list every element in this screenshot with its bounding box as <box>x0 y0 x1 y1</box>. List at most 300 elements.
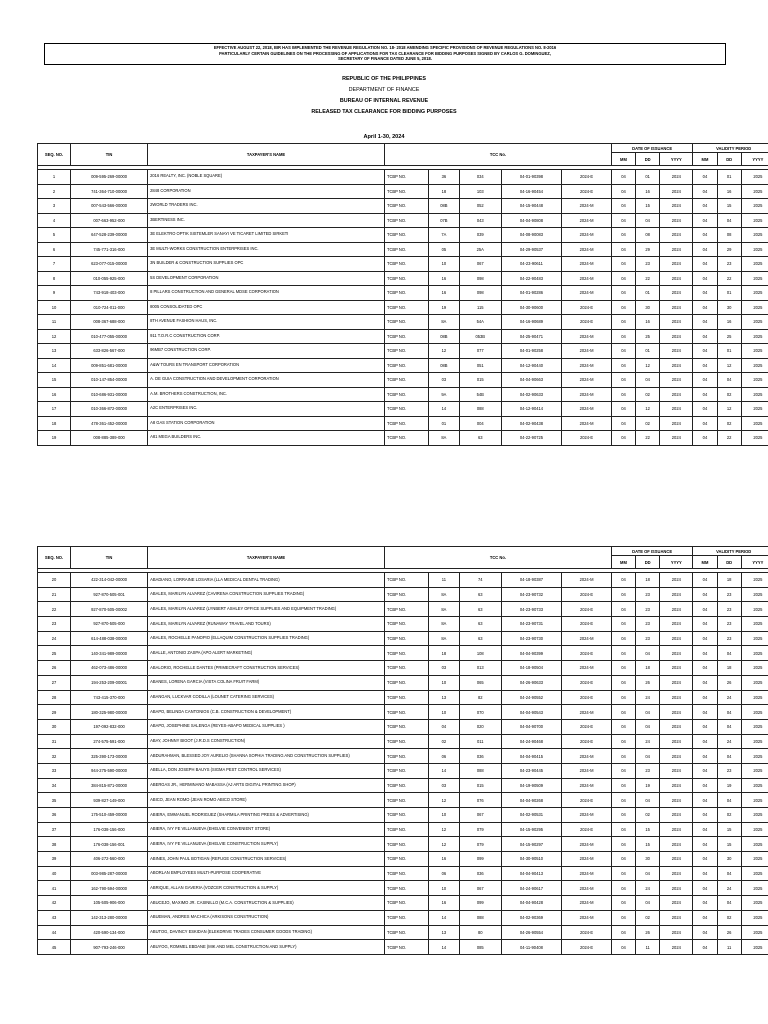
tcc-part-c: 04-16-90454 <box>501 184 562 199</box>
tcc-prefix: TCBP NO. <box>384 286 428 301</box>
tin: 007-663-952-000 <box>71 213 148 228</box>
seq-no: 45 <box>38 940 71 955</box>
valid-month: 04 <box>693 763 717 778</box>
issue-day: 04 <box>636 213 660 228</box>
valid-month: 04 <box>693 749 717 764</box>
taxpayer-name: 911 T.O.R.C CONSTRUCTION CORP. <box>148 329 385 344</box>
taxpayer-name: ABIERA, EMMANUEL RODRIGUEZ (SHARMILA PRINTING PRESS & ADVERTISING) <box>148 808 385 823</box>
tcc-prefix: TCBP NO. <box>384 852 428 867</box>
report-period: April 1-30, 2024 <box>363 134 405 140</box>
issue-month: 04 <box>611 822 635 837</box>
issue-day: 24 <box>636 690 660 705</box>
valid-month: 04 <box>693 402 717 417</box>
taxpayer-name: A2C ENTERPRISES INC. <box>148 402 385 417</box>
valid-day: 24 <box>717 881 741 896</box>
valid-year: 2025 <box>741 587 768 602</box>
tcc-prefix: TCBP NO. <box>384 257 428 272</box>
valid-month: 04 <box>693 896 717 911</box>
issue-month: 04 <box>611 573 635 588</box>
issue-day: 22 <box>636 271 660 286</box>
valid-day: 23 <box>717 602 741 617</box>
tcc-part-d: 2024-M <box>562 778 612 793</box>
taxpayer-name: ABELLA, DON JOSEPH BAUYS (SIGMA PEST CONTROL SERVICES) <box>148 763 385 778</box>
tcc-part-b: 088 <box>459 910 501 925</box>
issue-day: 02 <box>636 808 660 823</box>
tcc-prefix: TCBP NO. <box>384 199 428 214</box>
tcc-part-a: 12 <box>428 822 459 837</box>
tcc-part-b: 63 <box>459 602 501 617</box>
seq-no: 11 <box>38 315 71 330</box>
tin: 010-477-055-00000 <box>71 329 148 344</box>
tcc-part-b: 088 <box>459 763 501 778</box>
table-row <box>38 228 768 243</box>
valid-day: 29 <box>717 242 741 257</box>
issue-month: 04 <box>611 852 635 867</box>
issue-day: 02 <box>636 387 660 402</box>
tcc-part-d: 2024-E <box>562 646 612 661</box>
tcc-part-c: 04-23-90731 <box>501 617 562 632</box>
valid-day: 23 <box>717 587 741 602</box>
tcc-part-a: 12 <box>428 793 459 808</box>
valid-day: 26 <box>717 675 741 690</box>
valid-year: 2025 <box>741 358 768 373</box>
tcc-part-c: 04-04-90700 <box>501 719 562 734</box>
issue-year: 2024 <box>660 315 693 330</box>
tcc-part-a: 36 <box>428 170 459 185</box>
tcc-part-a: 14 <box>428 763 459 778</box>
tin: 927-870-505-001 <box>71 587 148 602</box>
tcc-part-d: 2024-M <box>562 881 612 896</box>
tcc-part-a: 14 <box>428 910 459 925</box>
tcc-part-a: 01 <box>428 416 459 431</box>
valid-year: 2025 <box>741 286 768 301</box>
seq-no: 3 <box>38 199 71 214</box>
tcc-part-d: 2024-M <box>562 866 612 881</box>
table-row <box>38 852 768 867</box>
table-row <box>38 881 768 896</box>
valid-day: 26 <box>717 925 741 940</box>
table-row <box>38 793 768 808</box>
valid-year: 2025 <box>741 808 768 823</box>
valid-month: 04 <box>693 852 717 867</box>
issue-year: 2024 <box>660 866 693 881</box>
valid-month: 04 <box>693 358 717 373</box>
valid-day: 19 <box>717 778 741 793</box>
valid-year: 2025 <box>741 705 768 720</box>
issue-year: 2024 <box>660 837 693 852</box>
seq-no: 1 <box>38 170 71 185</box>
tcc-part-d: 2024-E <box>562 793 612 808</box>
issue-month: 04 <box>611 242 635 257</box>
table-row <box>38 822 768 837</box>
tcc-part-a: 10 <box>428 881 459 896</box>
tcc-prefix: TCBP NO. <box>384 866 428 881</box>
tcc-part-a: 10 <box>428 705 459 720</box>
issue-day: 16 <box>636 315 660 330</box>
issue-day: 04 <box>636 749 660 764</box>
valid-year: 2025 <box>741 793 768 808</box>
tcc-part-d: 2024-E <box>562 719 612 734</box>
tcc-part-a: 06 <box>428 749 459 764</box>
tcc-part-b: 051 <box>459 358 501 373</box>
tcc-part-a: 18 <box>428 184 459 199</box>
issue-day: 26 <box>636 925 660 940</box>
tcc-part-d: 2024-E <box>562 734 612 749</box>
valid-year: 2025 <box>741 170 768 185</box>
valid-day: 11 <box>717 940 741 955</box>
issue-day: 26 <box>636 675 660 690</box>
issue-day: 01 <box>636 170 660 185</box>
issue-month: 04 <box>611 925 635 940</box>
seq-no: 25 <box>38 646 71 661</box>
table-row <box>38 213 768 228</box>
tcc-part-c: 04-02-90531 <box>501 808 562 823</box>
validity-header: VALIDITY PERIOD <box>693 144 768 153</box>
taxpayer-name: ABUYOG, ROMMEL EBDANE (MIK AND MEL CONSTRUCTION AND SUPPLY) <box>148 940 385 955</box>
taxpayer-name: ABALORIO, ROCHELLE DANTES (PRIMECRAFT CONSTRUCTION SERVICES) <box>148 661 385 676</box>
valid-day: 12 <box>717 402 741 417</box>
tcc-part-d: 2024-E <box>562 300 612 315</box>
table-row <box>38 940 768 955</box>
tcc-part-d: 2024-M <box>562 344 612 359</box>
valid-day: 04 <box>717 213 741 228</box>
taxpayer-name: ABIERA, IVY FE VILLANUEVA (EHELVIE CONVENIENT STORE) <box>148 822 385 837</box>
issue-day: 04 <box>636 705 660 720</box>
issue-day: 24 <box>636 881 660 896</box>
seq-no: 18 <box>38 416 71 431</box>
tin: 274-575-591-000 <box>71 734 148 749</box>
tcc-prefix: TCBP NO. <box>384 344 428 359</box>
tin: 010-055-925-000 <box>71 271 148 286</box>
issue-month: 04 <box>611 402 635 417</box>
table-row <box>38 763 768 778</box>
tcc-part-d: 2024-M <box>562 402 612 417</box>
issue-day: 18 <box>636 661 660 676</box>
taxpayer-name: A8 GAS STATION CORPORATION <box>148 416 385 431</box>
valid-day: 30 <box>717 852 741 867</box>
tcc-part-a: 14 <box>428 940 459 955</box>
seq-no: 26 <box>38 661 71 676</box>
tcc-part-d: 2024-M <box>562 749 612 764</box>
valid-year: 2025 <box>741 852 768 867</box>
issue-year: 2024 <box>660 661 693 676</box>
tcc-part-d: 2024-E <box>562 602 612 617</box>
tcc-prefix: TCBP NO. <box>384 617 428 632</box>
valid-year: 2025 <box>741 617 768 632</box>
tcc-part-a: 03 <box>428 661 459 676</box>
taxpayer-name: 96MB7 CONSTRUCTION CORP. <box>148 344 385 359</box>
tcc-part-a: 16 <box>428 852 459 867</box>
valid-month: 04 <box>693 431 717 446</box>
issue-day: 23 <box>636 587 660 602</box>
table-row <box>38 617 768 632</box>
seq-no: 40 <box>38 866 71 881</box>
issuance-header: DATE OF ISSUANCE <box>611 547 692 556</box>
issue-day: 15 <box>636 837 660 852</box>
issue-day: 15 <box>636 822 660 837</box>
tcc-part-b: 108 <box>459 646 501 661</box>
valid-month: 04 <box>693 690 717 705</box>
seq-no: 2 <box>38 184 71 199</box>
tcc-part-c: 04-30-90600 <box>501 300 562 315</box>
valid-day: 12 <box>717 358 741 373</box>
valid-year: 2025 <box>741 822 768 837</box>
tcc-part-b: 63 <box>459 631 501 646</box>
valid-month: 04 <box>693 373 717 388</box>
valid-year: 2025 <box>741 719 768 734</box>
tcc-prefix: TCBP NO. <box>384 896 428 911</box>
tcc-part-c: 04-26-90554 <box>501 925 562 940</box>
tin: 745-771-316-000 <box>71 242 148 257</box>
seq-no: 34 <box>38 778 71 793</box>
issue-year: 2024 <box>660 184 693 199</box>
issue-year: 2024 <box>660 675 693 690</box>
yyyy-header: YYYY <box>660 153 693 166</box>
issue-month: 04 <box>611 257 635 272</box>
tcc-part-b: 067 <box>459 808 501 823</box>
tin: 939-827-149-000 <box>71 793 148 808</box>
issue-year: 2024 <box>660 719 693 734</box>
issue-year: 2024 <box>660 344 693 359</box>
issue-year: 2024 <box>660 646 693 661</box>
tcc-part-c: 04-04-90543 <box>501 705 562 720</box>
tin: 176-038-156-001 <box>71 837 148 852</box>
issue-year: 2024 <box>660 402 693 417</box>
issue-day: 16 <box>636 184 660 199</box>
table-row <box>38 199 768 214</box>
issue-day: 23 <box>636 617 660 632</box>
tcc-part-d: 2024-M <box>562 387 612 402</box>
issue-month: 04 <box>611 690 635 705</box>
valid-month: 04 <box>693 910 717 925</box>
tcc-part-a: 8A <box>428 602 459 617</box>
valid-month: 04 <box>693 631 717 646</box>
issue-day: 11 <box>636 940 660 955</box>
valid-year: 2025 <box>741 734 768 749</box>
tcc-prefix: TCBP NO. <box>384 315 428 330</box>
tcc-part-c: 04-25-90471 <box>501 329 562 344</box>
issue-year: 2024 <box>660 940 693 955</box>
valid-day: 24 <box>717 690 741 705</box>
tin: 162-790-594-00000 <box>71 881 148 896</box>
table-row <box>38 587 768 602</box>
tcc-part-b: 015 <box>459 373 501 388</box>
issue-year: 2024 <box>660 271 693 286</box>
tin-header: TIN <box>71 547 148 569</box>
valid-month: 04 <box>693 257 717 272</box>
tcc-prefix: TCBP NO. <box>384 808 428 823</box>
issue-month: 04 <box>611 675 635 690</box>
issue-day: 23 <box>636 763 660 778</box>
tcc-part-b: 098 <box>459 286 501 301</box>
seq-no: 9 <box>38 286 71 301</box>
table-row <box>38 431 768 446</box>
tcc-part-b: 63 <box>459 617 501 632</box>
issue-year: 2024 <box>660 199 693 214</box>
tcc-part-c: 04-02-90633 <box>501 387 562 402</box>
header-row <box>38 144 768 153</box>
tcc-part-b: 036 <box>459 749 501 764</box>
valid-year: 2025 <box>741 431 768 446</box>
tin: 907-793-246-000 <box>71 940 148 955</box>
taxpayer-name: ABERGAS JR., HERMINANO MABASSA (AJ ARTS DIGITAL PRINTING SHOP) <box>148 778 385 793</box>
taxpayer-name: ABINES, JOHN PAUL BOTIGAN (REFUGE CONSTRUCTION SERVICES) <box>148 852 385 867</box>
tcc-part-c: 04-04-90413 <box>501 866 562 881</box>
valid-year: 2025 <box>741 344 768 359</box>
table-row <box>38 675 768 690</box>
valid-month: 04 <box>693 734 717 749</box>
tcc-prefix: TCBP NO. <box>384 837 428 852</box>
issue-year: 2024 <box>660 431 693 446</box>
table-row <box>38 925 768 940</box>
seq-no: 4 <box>38 213 71 228</box>
valid-day: 01 <box>717 286 741 301</box>
table-row <box>38 329 768 344</box>
tcc-part-d: 2024-E <box>562 587 612 602</box>
issue-month: 04 <box>611 228 635 243</box>
tin: 105-505-906-000 <box>71 896 148 911</box>
valid-day: 04 <box>717 749 741 764</box>
tcc-part-d: 2024-M <box>562 808 612 823</box>
issue-day: 29 <box>636 242 660 257</box>
tin: 422-314-042-00000 <box>71 573 148 588</box>
valid-day: 22 <box>717 431 741 446</box>
valid-year: 2025 <box>741 315 768 330</box>
taxpayer-name: ABDURAHMAN, BLESSED JOY AURELIO (SHANNA SOPHIA TRADING AND CONSTRUCTION SUPPLIES) <box>148 749 385 764</box>
tcc-prefix: TCBP NO. <box>384 763 428 778</box>
tcc-part-c: 04-22-90483 <box>501 271 562 286</box>
valid-year: 2025 <box>741 329 768 344</box>
tcc-prefix: TCBP NO. <box>384 416 428 431</box>
tcc-part-a: 8A <box>428 617 459 632</box>
valid-year: 2025 <box>741 602 768 617</box>
valid-day: 18 <box>717 661 741 676</box>
valid-day: 16 <box>717 315 741 330</box>
issue-year: 2024 <box>660 808 693 823</box>
issue-month: 04 <box>611 793 635 808</box>
tin: 623-077-015-00000 <box>71 257 148 272</box>
tcc-part-b: 039 <box>459 228 501 243</box>
tcc-part-b: 036 <box>459 866 501 881</box>
tcc-header: TCC No. <box>384 547 611 569</box>
tcc-part-d: 2024-E <box>562 690 612 705</box>
issue-month: 04 <box>611 286 635 301</box>
tcc-part-c: 04-15-90297 <box>501 837 562 852</box>
issue-month: 04 <box>611 940 635 955</box>
valid-year: 2025 <box>741 866 768 881</box>
notice-line: EFFECTIVE AUGUST 22, 2018, BIR HAS IMPLEMENTED THE REVENUE REGULATION NO. 18- 2018 AMENDING SPECIFIC PROVISIONS OF REVENUE REGULATIONS NO. 8-2016 <box>213 45 557 50</box>
issue-year: 2024 <box>660 228 693 243</box>
issue-day: 01 <box>636 344 660 359</box>
issue-day: 22 <box>636 431 660 446</box>
seq-no: 30 <box>38 719 71 734</box>
issue-day: 04 <box>636 866 660 881</box>
tcc-part-d: 2024-M <box>562 631 612 646</box>
table-row <box>38 705 768 720</box>
valid-month: 04 <box>693 866 717 881</box>
valid-day: 15 <box>717 199 741 214</box>
tcc-part-a: 10 <box>428 675 459 690</box>
issue-day: 02 <box>636 910 660 925</box>
valid-month: 04 <box>693 602 717 617</box>
yyyy-header: YYYY <box>741 556 768 569</box>
valid-month: 04 <box>693 646 717 661</box>
taxpayer-name: ABALES, MARILYN ALVAREZ (RUNAWAY TRAVEL AND TOURS) <box>148 617 385 632</box>
tcc-prefix: TCBP NO. <box>384 631 428 646</box>
valid-year: 2025 <box>741 300 768 315</box>
table-row <box>38 257 768 272</box>
table-row <box>38 734 768 749</box>
seq-no: 15 <box>38 373 71 388</box>
taxpayer-name: ABALES, MARILYN ALVAREZ (CAVIRENA CONSTRUCTION SUPPLIES TRADING) <box>148 587 385 602</box>
taxpayer-name: ABANGAN, LUCKVAR CODILLA (LOUNET CATERING SERVICES) <box>148 690 385 705</box>
seq-no: 36 <box>38 808 71 823</box>
valid-year: 2025 <box>741 387 768 402</box>
tcc-prefix: TCBP NO. <box>384 910 428 925</box>
valid-month: 04 <box>693 881 717 896</box>
tcc-part-d: 2024-E <box>562 940 612 955</box>
issue-year: 2024 <box>660 778 693 793</box>
tcc-part-a: 08B <box>428 358 459 373</box>
taxpayer-name: 2WORLD TRADERS INC. <box>148 199 385 214</box>
valid-day: 16 <box>717 184 741 199</box>
tcc-part-c: 04-23-90732 <box>501 587 562 602</box>
table-row <box>38 866 768 881</box>
tcc-part-d: 2024-E <box>562 315 612 330</box>
tcc-part-b: 63 <box>459 587 501 602</box>
issue-day: 15 <box>636 199 660 214</box>
issue-day: 12 <box>636 358 660 373</box>
valid-year: 2025 <box>741 257 768 272</box>
issue-year: 2024 <box>660 242 693 257</box>
valid-month: 04 <box>693 271 717 286</box>
table-row <box>38 602 768 617</box>
valid-month: 04 <box>693 925 717 940</box>
issue-day: 12 <box>636 402 660 417</box>
tcc-part-a: 14 <box>428 402 459 417</box>
name-header: TAXPAYER'S NAME <box>148 547 385 569</box>
tcc-part-d: 2024-M <box>562 416 612 431</box>
tcc-part-c: 04-24-90468 <box>501 734 562 749</box>
tin: 010-147-854-00000 <box>71 373 148 388</box>
tcc-part-d: 2024-M <box>562 228 612 243</box>
issue-year: 2024 <box>660 213 693 228</box>
seq-no: 32 <box>38 749 71 764</box>
tcc-part-b: 067 <box>459 881 501 896</box>
valid-month: 04 <box>693 228 717 243</box>
tcc-part-b: 085 <box>459 940 501 955</box>
tcc-part-c: 04-02-90369 <box>501 910 562 925</box>
tcc-part-d: 2024-M <box>562 257 612 272</box>
valid-day: 01 <box>717 170 741 185</box>
valid-month: 04 <box>693 344 717 359</box>
tcc-prefix: TCBP NO. <box>384 734 428 749</box>
tcc-prefix: TCBP NO. <box>384 925 428 940</box>
table-row <box>38 184 768 199</box>
issue-month: 04 <box>611 808 635 823</box>
mm-header: MM <box>611 153 635 166</box>
tcc-part-a: 08B <box>428 329 459 344</box>
tin: 007-543-566-00000 <box>71 199 148 214</box>
tcc-part-b: 011 <box>459 734 501 749</box>
seq-no: 20 <box>38 573 71 588</box>
tcc-part-c: 04-04-90415 <box>501 749 562 764</box>
taxpayer-name: ABALES, ROCHELLE PANOPIO (ELLAQUIM CONSTRUCTION SUPPLIES TRADING) <box>148 631 385 646</box>
valid-month: 04 <box>693 940 717 955</box>
seq-no: 8 <box>38 271 71 286</box>
table-row <box>38 286 768 301</box>
tcc-prefix: TCBP NO. <box>384 881 428 896</box>
